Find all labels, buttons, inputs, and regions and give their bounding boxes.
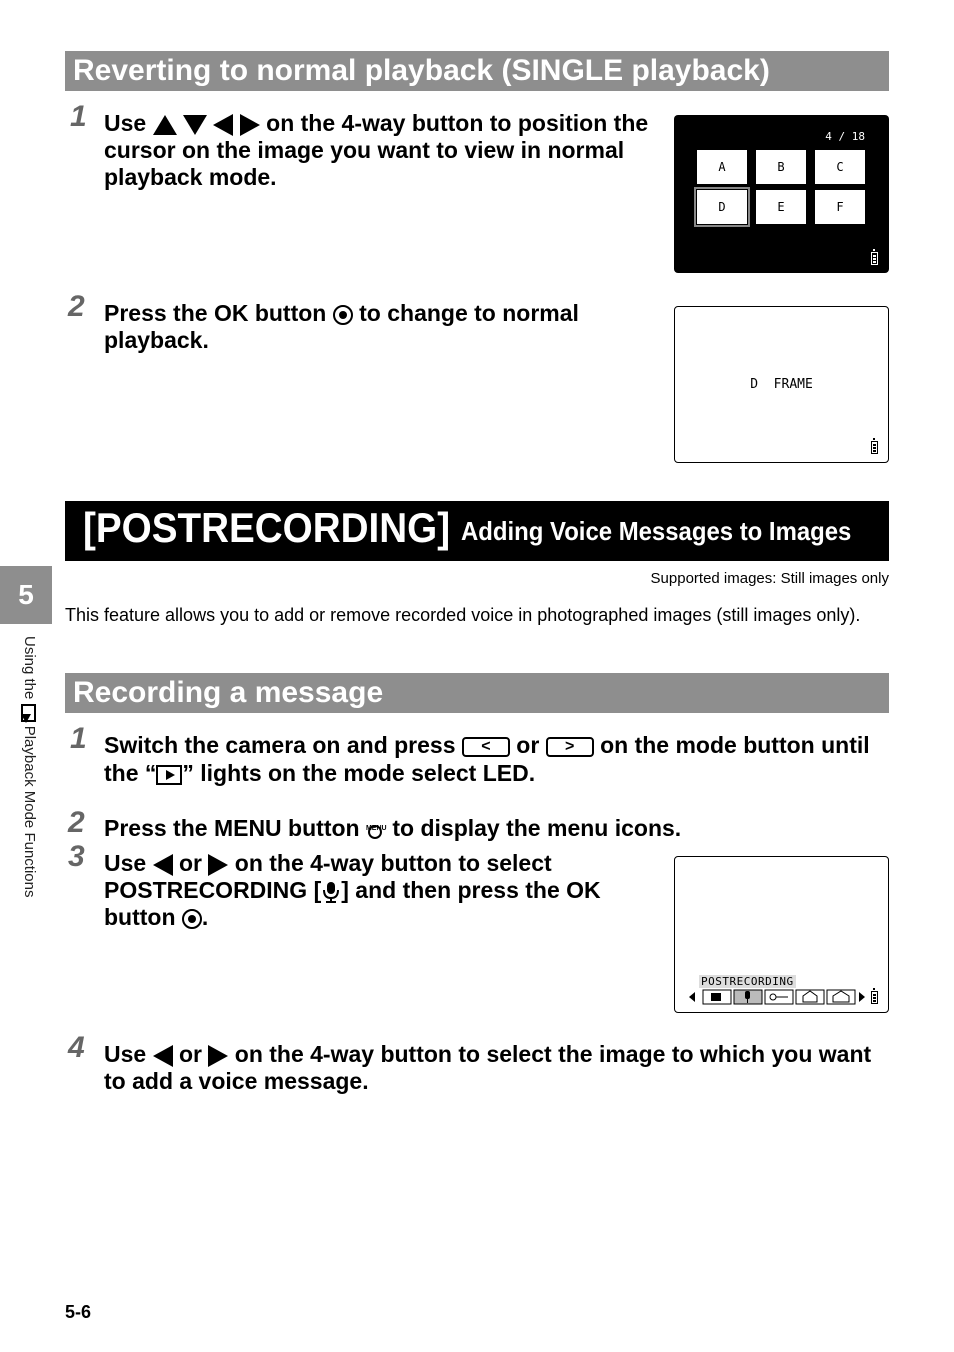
thumbnail: B — [756, 150, 806, 184]
step-text-or: or — [516, 732, 540, 758]
right-arrow-icon — [208, 1045, 228, 1067]
step-number: 1 — [70, 100, 87, 133]
step-text-a: Switch the camera on and press — [104, 732, 456, 758]
thumbnail-selected: D — [697, 190, 747, 224]
playback-mode-icon — [21, 704, 36, 722]
intro-paragraph: This feature allows you to add or remove recorded voice in photographed images (still images only). — [65, 605, 861, 625]
mode-left-button-icon: < — [462, 737, 510, 757]
side-tab-strip — [0, 624, 52, 964]
menu-button-icon — [366, 817, 386, 843]
step-number: 2 — [68, 290, 85, 323]
up-arrow-icon — [153, 115, 177, 135]
left-arrow-icon — [153, 1045, 173, 1067]
side-tab-text-a: Using the — [21, 636, 38, 700]
left-arrow-icon — [213, 114, 233, 136]
playback-mode-icon — [156, 765, 182, 785]
step-text-a: Use — [104, 110, 147, 136]
thumbnail: F — [815, 190, 865, 224]
camera-screen-single — [674, 306, 889, 463]
step-number: 3 — [68, 840, 85, 873]
step-text-or: or — [178, 1041, 202, 1067]
ok-button-icon — [182, 909, 202, 929]
menu-icon-strip — [687, 988, 883, 1006]
step-text — [104, 731, 884, 787]
step-text-b: on the 4-way button to select POSTRECORDING [ — [104, 850, 552, 903]
step-text-d: . — [201, 904, 209, 930]
step-number: 1 — [70, 722, 87, 755]
step-text — [104, 815, 884, 843]
step-text — [104, 110, 664, 191]
side-tab-text — [21, 636, 38, 897]
frame-label: D FRAME — [750, 377, 813, 392]
step-text-c: ” lights on the mode select LED. — [182, 760, 536, 786]
banner-subtitle: Adding Voice Messages to Images — [461, 516, 852, 546]
step-text-a: Press the MENU button — [104, 815, 360, 841]
mode-right-button-icon: > — [546, 737, 594, 757]
step-text-b: on the 4-way button to select the image to which you want to add a voice message. — [104, 1041, 872, 1094]
step-text-a: Use — [104, 850, 147, 876]
postrecording-banner — [65, 501, 889, 561]
menu-item-label: POSTRECORDING — [701, 975, 794, 988]
battery-icon — [871, 991, 878, 1004]
step-text-c: ] and then press the OK button — [104, 877, 601, 930]
thumbnail: A — [697, 150, 747, 184]
step-text-b: on the mode button until the “ — [104, 732, 870, 786]
step-text-or: or — [178, 850, 202, 876]
page-number: 5-6 — [65, 1302, 92, 1322]
step-number: 2 — [68, 806, 85, 839]
step-text-a: Use — [104, 1041, 147, 1067]
camera-screen-menu — [674, 856, 889, 1013]
step-text — [104, 850, 649, 931]
step-text — [104, 300, 664, 354]
frame-counter: 4 / 18 — [825, 130, 865, 143]
ok-button-icon — [333, 305, 353, 325]
menu-icon-label: MENU — [365, 824, 387, 832]
step-text — [104, 1041, 884, 1095]
down-arrow-icon — [183, 115, 207, 135]
step-text-b: to display the menu icons. — [392, 815, 682, 841]
section-header-single-playback: Reverting to normal playback (SINGLE playback) — [65, 51, 889, 91]
step-text-a: Press the OK button — [104, 300, 327, 326]
right-arrow-icon — [208, 854, 228, 876]
right-arrow-icon — [240, 114, 260, 136]
step-text-b: on the 4-way button to position the cursor on the image you want to view in normal playback mode. — [104, 110, 649, 190]
section-header-recording: Recording a message — [65, 673, 889, 713]
camera-screen-thumbnails — [674, 115, 889, 273]
chapter-tab: 5 — [0, 566, 52, 624]
thumbnail: E — [756, 190, 806, 224]
battery-icon — [871, 252, 878, 265]
left-arrow-icon — [153, 854, 173, 876]
battery-icon — [871, 441, 878, 454]
supported-images-note: Supported images: Still images only — [650, 570, 889, 587]
side-tab-text-b: Playback Mode Functions — [21, 725, 38, 898]
step-text-b: to change to normal playback. — [104, 300, 579, 353]
thumbnail: C — [815, 150, 865, 184]
step-number: 4 — [68, 1031, 85, 1064]
microphone-icon — [321, 881, 341, 903]
banner-title: [POSTRECORDING] — [83, 504, 451, 551]
